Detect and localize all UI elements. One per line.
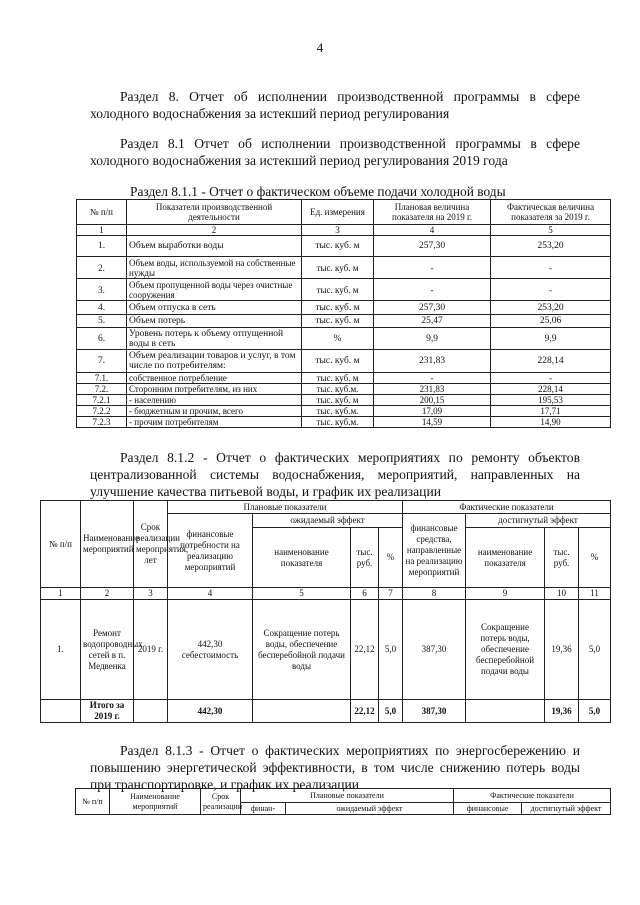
total-achieved-rub: 19,36 <box>545 700 579 723</box>
row-unit: тыс. куб.м. <box>302 406 374 417</box>
total-fact-fin: 387,30 <box>403 700 466 723</box>
table-row <box>41 600 611 700</box>
row-fact-fin: 387,30 <box>403 600 466 700</box>
row-plan: 231,83 <box>374 384 491 395</box>
row-num: 7.2.3 <box>77 417 127 428</box>
row-name: Уровень потерь к объему отпущенной воды в сеть <box>127 328 302 350</box>
row-num: 7.1. <box>77 373 127 384</box>
row-fact: 228,14 <box>491 350 611 373</box>
table1-title: Раздел 8.1.1 - Отчет о фактическом объеме подачи холодной воды <box>130 184 506 199</box>
col-number: 7 <box>379 588 403 600</box>
total-row <box>41 700 611 723</box>
col-number: 4 <box>374 225 491 236</box>
header-actual-group: Фактические показатели <box>454 789 611 803</box>
row-name: Ремонт водопроводных сетей в п. Медвенка <box>81 600 134 700</box>
row-name: Объем пропущенной воды через очистные сооружения <box>127 279 302 301</box>
table-row <box>77 406 611 417</box>
table2-title: Раздел 8.1.2 - Отчет о фактических мероприятиях по ремонту объектов централизованной системы водоснабжения, мероприятий, направленных на улучшение качества питьевой воды, и график их реализации <box>90 450 580 499</box>
table-row <box>77 279 611 301</box>
row-unit: тыс. куб. м <box>302 395 374 406</box>
total-empty-cell <box>134 700 168 723</box>
row-plan: 17,09 <box>374 406 491 417</box>
table-row <box>77 328 611 350</box>
total-empty-cell <box>41 700 81 723</box>
col-number: 11 <box>579 588 611 600</box>
header-achieved-effect: достигнутый эффект <box>466 514 611 528</box>
header-num: № п/п <box>77 200 127 225</box>
table-row <box>77 417 611 428</box>
row-name: Объем реализации товаров и услуг, в том числе по потребителям: <box>127 350 302 373</box>
row-fact: 228,14 <box>491 384 611 395</box>
row-name: Объем выработки воды <box>127 236 302 257</box>
row-fact: 195,53 <box>491 395 611 406</box>
row-num: 4. <box>77 301 127 315</box>
row-plan: 200,15 <box>374 395 491 406</box>
row-unit: тыс. куб. м <box>302 236 374 257</box>
row-unit: тыс. куб. м <box>302 350 374 373</box>
col-number: 10 <box>545 588 579 600</box>
row-achieved-rub: 19,36 <box>545 600 579 700</box>
table-row <box>77 301 611 315</box>
col-number: 5 <box>253 588 351 600</box>
column-numbers-row <box>41 588 611 600</box>
col-number: 1 <box>77 225 127 236</box>
row-achieved-pct: 5,0 <box>579 600 611 700</box>
row-fact: 25,06 <box>491 315 611 328</box>
header-indicator: Показатели производственной деятельности <box>127 200 302 225</box>
header-name: Наименование мероприятий <box>81 501 134 588</box>
col-number: 3 <box>134 588 168 600</box>
row-fact: - <box>491 257 611 279</box>
row-expected-pct: 5,0 <box>379 600 403 700</box>
row-name: Объем воды, используемой на собственные нужды <box>127 257 302 279</box>
col-number: 8 <box>403 588 466 600</box>
header-actual: Фактическая величина показателя за 2019 г. <box>491 200 611 225</box>
col-number: 6 <box>351 588 379 600</box>
energy-saving-table <box>75 788 611 815</box>
row-plan: 257,30 <box>374 301 491 315</box>
row-name: - прочим потребителям <box>127 417 302 428</box>
row-fact: - <box>491 373 611 384</box>
table-row <box>77 257 611 279</box>
row-plan: - <box>374 257 491 279</box>
header-term: Срок реализации мероприятия, лет <box>134 501 168 588</box>
header-expected-effect: ожидаемый эффект <box>286 803 454 815</box>
header-fin-spent: финансовые средства, направленные на реализацию мероприятий <box>403 514 466 588</box>
total-expected-rub: 22,12 <box>351 700 379 723</box>
table-row <box>77 236 611 257</box>
header-thousand-rub: тыс. руб. <box>545 528 579 588</box>
section81-heading: Раздел 8.1 Отчет об исполнении производственной программы в сфере холодного водоснабжения за истекший период регулирования 2019 года <box>90 136 580 168</box>
header-num: № п/п <box>76 789 110 815</box>
row-num: 1. <box>77 236 127 257</box>
row-num: 7.2.1 <box>77 395 127 406</box>
header-planned-group: Плановые показатели <box>241 789 454 803</box>
header-term: Срок реализации <box>201 789 241 815</box>
col-number: 4 <box>168 588 253 600</box>
row-fact: 17,71 <box>491 406 611 417</box>
row-num: 6. <box>77 328 127 350</box>
row-unit: тыс. куб.м. <box>302 417 374 428</box>
table-row <box>77 315 611 328</box>
header-num: № п/п <box>41 501 81 588</box>
table-header-row <box>77 200 611 225</box>
row-plan: 25,47 <box>374 315 491 328</box>
total-achieved-pct: 5,0 <box>579 700 611 723</box>
row-num: 2. <box>77 257 127 279</box>
col-number: 5 <box>491 225 611 236</box>
row-num: 5. <box>77 315 127 328</box>
total-fin: 442,30 <box>168 700 253 723</box>
row-fact: 253,20 <box>491 301 611 315</box>
table-row <box>77 373 611 384</box>
row-name: собственное потребление <box>127 373 302 384</box>
row-plan: - <box>374 373 491 384</box>
row-plan: 231,83 <box>374 350 491 373</box>
row-plan: - <box>374 279 491 301</box>
water-supply-volume-table <box>76 199 611 428</box>
header-name: Наименование мероприятий <box>110 789 201 815</box>
table-row <box>77 350 611 373</box>
row-num: 7.2.2 <box>77 406 127 417</box>
row-num: 1. <box>41 600 81 700</box>
row-plan: 9,9 <box>374 328 491 350</box>
row-num: 7.2. <box>77 384 127 395</box>
header-actual-group: Фактические показатели <box>403 501 611 514</box>
header-unit: Ед. измерения <box>302 200 374 225</box>
col-number: 3 <box>302 225 374 236</box>
row-expected-rub: 22,12 <box>351 600 379 700</box>
row-name: Объем потерь <box>127 315 302 328</box>
row-unit: тыс. куб. м <box>302 301 374 315</box>
header-indicator-name: наименование показателя <box>466 528 545 588</box>
table3-title: Раздел 8.1.3 - Отчет о фактических мероприятиях по энергосбережению и повышению энергетической эффективности, в том числе снижению потерь воды при транспортировке, и график их реализации <box>90 743 580 792</box>
total-expected-pct: 5,0 <box>379 700 403 723</box>
table-row <box>77 395 611 406</box>
header-expected-effect: ожидаемый эффект <box>253 514 403 528</box>
row-name: - населению <box>127 395 302 406</box>
header-percent: % <box>579 528 611 588</box>
col-number: 2 <box>81 588 134 600</box>
row-unit: тыс. куб. м <box>302 373 374 384</box>
row-achieved-name: Сокращение потерь воды, обеспечение бесперебойной подачи воды <box>466 600 545 700</box>
row-num: 3. <box>77 279 127 301</box>
header-fin-fact: финансовые <box>454 803 522 815</box>
header-planned: Плановая величина показателя на 2019 г. <box>374 200 491 225</box>
row-unit: тыс. куб. м <box>302 315 374 328</box>
header-thousand-rub: тыс. руб. <box>351 528 379 588</box>
row-fin: 442,30 себестоимость <box>168 600 253 700</box>
row-name: - бюджетным и прочим, всего <box>127 406 302 417</box>
page-number: 4 <box>316 40 324 55</box>
row-unit: тыс. куб. м <box>302 279 374 301</box>
col-number: 2 <box>127 225 302 236</box>
repair-measures-table <box>40 500 611 723</box>
section8-heading: Раздел 8. Отчет об исполнении производственной программы в сфере холодного водоснабжения за истекший период регулирования <box>90 89 580 121</box>
col-number: 9 <box>466 588 545 600</box>
header-fin-plan: финан- <box>241 803 286 815</box>
row-fact: 9,9 <box>491 328 611 350</box>
row-plan: 257,30 <box>374 236 491 257</box>
row-num: 7. <box>77 350 127 373</box>
row-unit: % <box>302 328 374 350</box>
row-name: Сторонним потребителям, из них <box>127 384 302 395</box>
header-fin-need: финансовые потребности на реализацию мероприятий <box>168 514 253 588</box>
row-name: Объем отпуска в сеть <box>127 301 302 315</box>
total-empty-cell <box>253 700 351 723</box>
row-unit: тыс. куб.м. <box>302 384 374 395</box>
table-header-row <box>41 501 611 514</box>
row-plan: 14,59 <box>374 417 491 428</box>
table-header-row <box>76 789 611 803</box>
header-achieved-effect: достигнутый эффект <box>522 803 611 815</box>
row-fact: - <box>491 279 611 301</box>
row-unit: тыс. куб. м <box>302 257 374 279</box>
table-row <box>77 384 611 395</box>
header-planned-group: Плановые показатели <box>168 501 403 514</box>
header-percent: % <box>379 528 403 588</box>
row-term: 2019 г. <box>134 600 168 700</box>
header-indicator-name: наименование показателя <box>253 528 351 588</box>
total-label: Итого за 2019 г. <box>81 700 134 723</box>
column-numbers-row <box>77 225 611 236</box>
total-empty-cell <box>466 700 545 723</box>
row-fact: 253,20 <box>491 236 611 257</box>
row-fact: 14,90 <box>491 417 611 428</box>
row-expected-name: Сокращение потерь воды, обеспечение бесперебойной подачи воды <box>253 600 351 700</box>
col-number: 1 <box>41 588 81 600</box>
